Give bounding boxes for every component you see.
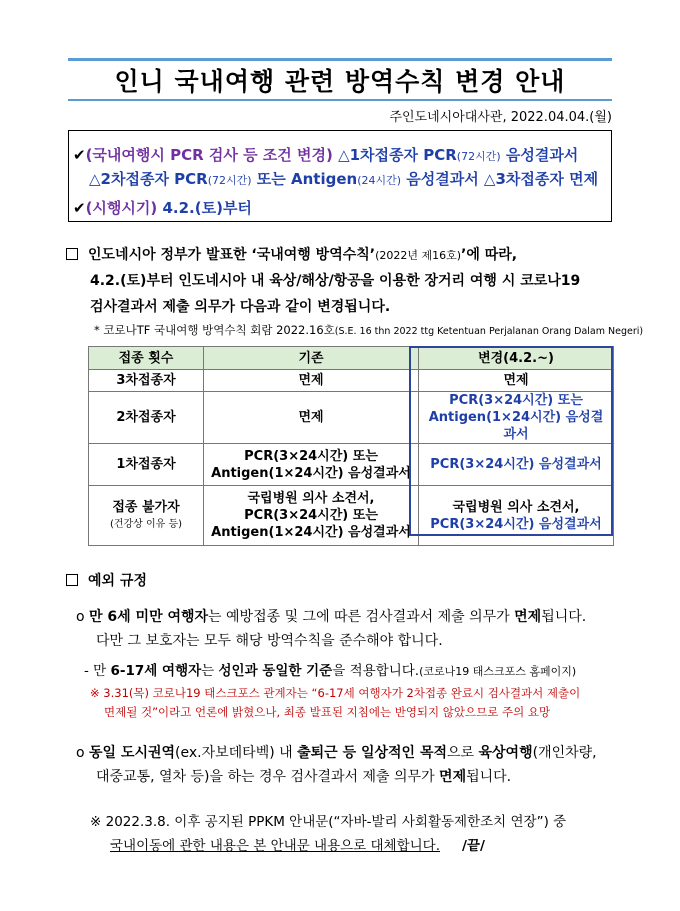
intro-line-2: 4.2.(토)부터 인도네시아 내 육상/해상/항공을 이용한 장거리 여행 시 코로나19 [90,273,581,289]
page-title: 인니 국내여행 관련 방역수칙 변경 안내 [114,67,566,96]
exception-item-2-line-2: 대중교통, 열차 등)을 하는 경우 검사결과서 제출 의무가 면제됩니다. [96,769,512,785]
exception-item-1: o 만 6세 미만 여행자는 예방접종 및 그에 따른 검사결과서 제출 의무가 면제됩니다. [76,609,587,625]
exception-caution-line-2: 면제될 것”이라고 언론에 밝혔으나, 최종 발표된 지침에는 반영되지 않았으므로 주의 요망 [104,705,551,719]
footer-note-line-1: ※ 2022.3.8. 이후 공지된 PPKM 안내문(“자바-발리 사회활동제한조치 연장”) 중 [90,814,567,830]
header-previous: 기존 [204,347,419,370]
exception-caution-line-1: ※ 3.31(목) 코로나19 태스크포스 관계자는 “6-17세 여행자가 2차접종 완료시 검사결과서 제출이 [90,686,581,700]
header-dose-count: 접종 횟수 [89,347,204,370]
title-bottom-rule [68,99,612,101]
summary-line-3: ✔(시행시기) 4.2.(토)부터 [73,199,252,217]
intro-line-3: 검사결과서 제출 의무가 다음과 같이 변경됩니다. [90,299,391,315]
table-row: 1차접종자 PCR(3×24시간) 또는 Antigen(1×24시간) 음성결과서 PCR(3×24시간) 음성결과서 [89,444,614,486]
footer-note-line-2: 국내이동에 관한 내용은 본 안내문 내용으로 대체합니다. /끝/ [110,838,485,854]
exception-item-2: o 동일 도시권역(ex.자보데타벡) 내 출퇴근 등 일상적인 목적으로 육상여행(개인차량, [76,745,597,761]
checkbox-bullet-icon [66,574,78,586]
intro-note: * 코로나TF 국내여행 방역수칙 회람 2022.16호(S.E. 16 thn 2022 ttg Ketentuan Perjalanan Orang Dalam Negeri) [94,323,644,337]
table-row: 2차접종자 면제 PCR(3×24시간) 또는 Antigen(1×24시간) 음성결과서 [89,392,614,444]
intro-line-1: 인도네시아 정부가 발표한 ‘국내여행 방역수칙’(2022년 제16호)’에 따라, [66,244,517,264]
exception-item-1-line-2: 다만 그 보호자는 모두 해당 방역수칙을 준수해야 합니다. [96,633,443,649]
exceptions-heading: 예외 규정 [66,570,147,590]
vaccination-requirements-table [88,346,614,546]
checkbox-bullet-icon [66,248,78,260]
check-icon: ✔ [73,199,86,217]
check-icon: ✔ [73,146,86,164]
title-top-rule [68,58,612,61]
summary-line-1: ✔(국내여행시 PCR 검사 등 조건 변경) △1차접종자 PCR(72시간) 음성결과서 [73,146,579,164]
summary-line-2: △2차접종자 PCR(72시간) 또는 Antigen(24시간) 음성결과서 △3차접종자 면제 [89,170,599,188]
header-changed: 변경(4.2.~) [419,347,614,370]
table-row: 3차접종자 면제 면제 [89,370,614,392]
summary-box [68,130,612,222]
end-mark: /끝/ [461,838,485,854]
exception-sub-item: - 만 6-17세 여행자는 성인과 동일한 기준을 적용합니다.(코로나19 태스크포스 홈페이지) [84,663,577,679]
table-row: 접종 불가자 (건강상 이유 등) 국립병원 의사 소견서, PCR(3×24시간) 또는 Antigen(1×24시간) 음성결과서 국립병원 의사 소견서, PCR(3×24시간) 음성결과서 [89,486,614,546]
issue-date: 주인도네시아대사관, 2022.04.04.(월) [389,110,612,125]
table-header-row [89,347,614,370]
